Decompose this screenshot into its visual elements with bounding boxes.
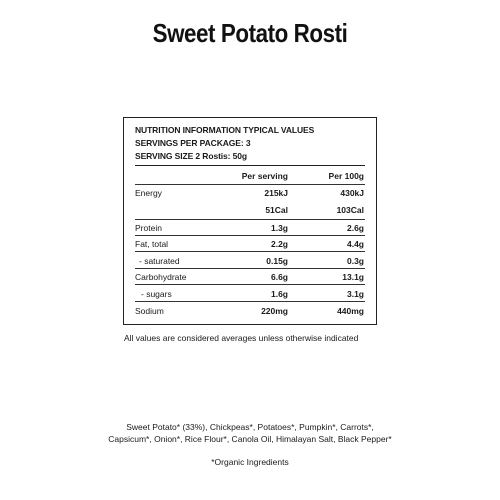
row-sodium-per-100g: 440mg [337, 306, 364, 316]
row-divider [135, 219, 365, 220]
row-energy-cal-per-100g: 103Cal [336, 205, 364, 215]
row-fat-total-label: Fat, total [135, 239, 169, 249]
servings-per-package: SERVINGS PER PACKAGE: 3 [135, 138, 251, 148]
row-divider [135, 284, 365, 285]
row-protein-per-100g: 2.6g [346, 223, 364, 233]
averages-note: All values are considered averages unless otherwise indicated [124, 333, 359, 343]
row-divider [135, 301, 365, 302]
row-energy-label: Energy [135, 188, 162, 198]
row-carbohydrate-label: Carbohydrate [135, 272, 187, 282]
column-header-per-100g: Per 100g [328, 171, 364, 181]
ingredients-line: Sweet Potato* (33%), Chickpeas*, Potatoes*, Pumpkin*, Carrots*, [126, 422, 374, 432]
column-header-divider [135, 184, 365, 185]
serving-size: SERVING SIZE 2 Rostis: 50g [135, 151, 248, 161]
organic-note: *Organic Ingredients [211, 457, 289, 467]
row-divider [135, 251, 365, 252]
panel-header [135, 124, 314, 163]
row-sodium-label: Sodium [135, 306, 164, 316]
row-energy-per-serving: 215kJ [264, 188, 288, 198]
row-sugars-per-serving: 1.6g [270, 289, 288, 299]
row-sodium-per-serving: 220mg [261, 306, 288, 316]
row-saturated-per-serving: 0.15g [266, 256, 288, 266]
header-divider [135, 165, 365, 166]
nutrition-panel [123, 117, 377, 325]
row-sugars-per-100g: 3.1g [346, 289, 364, 299]
ingredients-line: Capsicum*, Onion*, Rice Flour*, Canola Oil, Himalayan Salt, Black Pepper* [108, 434, 392, 444]
row-saturated-label: - saturated [139, 256, 180, 266]
row-divider [135, 268, 365, 269]
row-carbohydrate-per-100g: 13.1g [342, 272, 364, 282]
row-divider [135, 235, 365, 236]
product-title: Sweet Potato Rosti [152, 18, 348, 48]
panel-heading: NUTRITION INFORMATION TYPICAL VALUES [135, 125, 315, 135]
column-header-per-serving: Per serving [241, 171, 288, 181]
row-carbohydrate-per-serving: 6.6g [270, 272, 288, 282]
row-protein-per-serving: 1.3g [270, 223, 288, 233]
row-saturated-per-100g: 0.3g [346, 256, 364, 266]
row-energy-per-100g: 430kJ [340, 188, 364, 198]
row-fat-total-per-serving: 2.2g [270, 239, 288, 249]
row-energy-cal-per-serving: 51Cal [265, 205, 288, 215]
ingredients-list [0, 421, 500, 445]
row-protein-label: Protein [135, 223, 162, 233]
row-sugars-label: - sugars [141, 289, 172, 299]
row-fat-total-per-100g: 4.4g [346, 239, 364, 249]
